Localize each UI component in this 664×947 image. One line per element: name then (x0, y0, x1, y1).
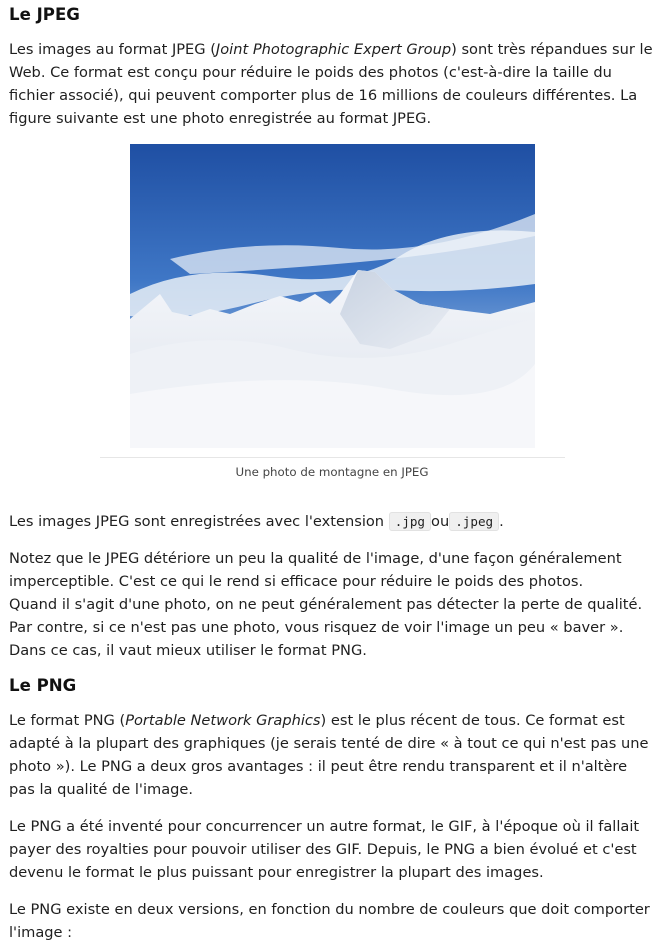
png-heading: Le PNG (9, 676, 77, 695)
png-history-paragraph: Le PNG a été inventé pour concurrencer un autre format, le GIF, à l'époque où il fallait payer des royalties pour pouvoir utiliser des GIF. Depuis, le PNG a bien évolué et c'est devenu le format le plus puissant pour enregistrer la plupart des images. (9, 818, 640, 881)
png-versions-paragraph: Le PNG existe en deux versions, en fonction du nombre de couleurs que doit comporter l'image : (9, 901, 650, 941)
extension-text-after: . (499, 513, 504, 530)
jpeg-extension-paragraph (9, 510, 655, 533)
jpeg-heading: Le JPEG (9, 5, 80, 24)
png-intro-emphasis: Portable Network Graphics (125, 712, 321, 729)
jpeg-quality-paragraph (9, 547, 655, 662)
mountain-figure (9, 144, 655, 480)
jpeg-intro-emphasis: Joint Photographic Expert Group (215, 41, 452, 58)
jpeg-extension-code: .jpeg (449, 512, 499, 531)
png-intro-paragraph (9, 709, 655, 801)
png-intro-after: ) est le plus récent de tous. Ce format est adapté à la plupart des graphiques (je serais tenté de dire « à tout ce qui n'est pas une photo »). Le PNG a deux gros avantages : il peut être rendu transparent et il n'altère pas la qualité de l'image. (9, 712, 649, 798)
jpeg-intro-after: ) sont très répandues sur le Web. Ce format est conçu pour réduire le poids des photos (c'est-à-dire la taille du fichier associé), qui peuvent comporter plus de 16 millions de couleurs différentes. La figure suivante est une photo enregistrée au format JPEG. (9, 41, 653, 127)
jpeg-quality-line-2: Quand il s'agit d'une photo, on ne peut généralement pas détecter la perte de qualité. Par contre, si ce n'est pas une photo, vous risquez de voir l'image un peu « baver ». Dans ce cas, il vaut mieux utiliser le format PNG. (9, 596, 643, 659)
mountain-photo (130, 144, 535, 448)
jpg-extension-code: .jpg (389, 512, 431, 531)
caption-divider (100, 457, 565, 458)
jpeg-intro-paragraph (9, 38, 655, 130)
jpeg-quality-line-1: Notez que le JPEG détériore un peu la qualité de l'image, d'une façon généralement imperceptible. C'est ce qui le rend si efficace pour réduire le poids des photos. (9, 550, 622, 590)
figure-caption: Une photo de montagne en JPEG (235, 465, 429, 479)
extension-text-before: Les images JPEG sont enregistrées avec l'extension (9, 513, 389, 530)
jpeg-intro-before: Les images au format JPEG ( (9, 41, 216, 58)
extension-text-middle: ou (431, 513, 450, 530)
png-intro-before: Le format PNG ( (9, 712, 126, 729)
